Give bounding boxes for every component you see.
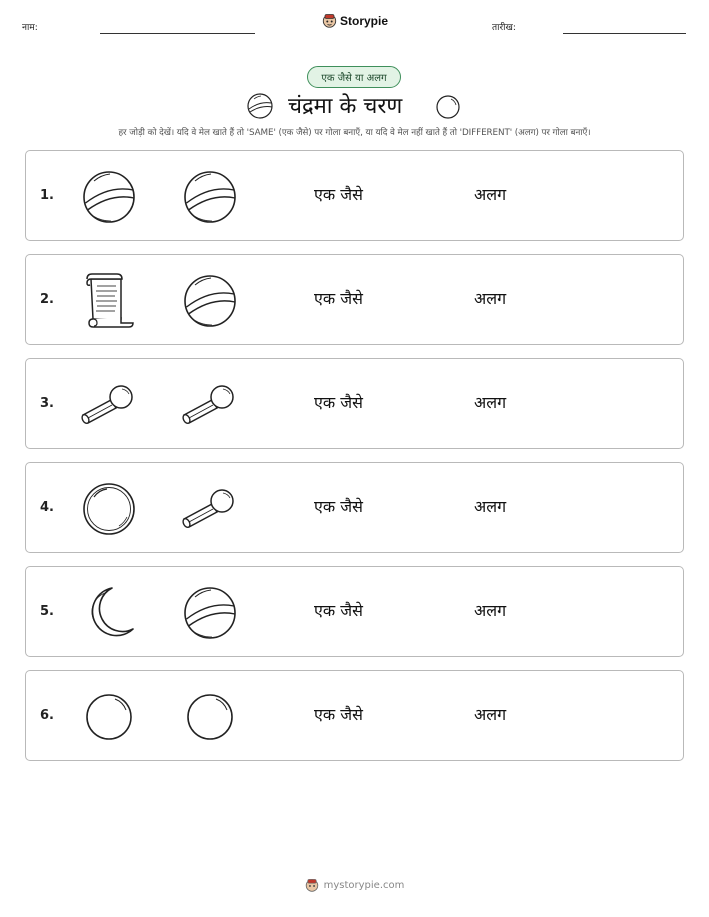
striped-ball-icon: [79, 167, 139, 227]
question-number: 6.: [40, 708, 54, 723]
title-row: [0, 90, 709, 120]
page-title: चंद्रमा के चरण: [288, 94, 403, 119]
brand-logo: [322, 13, 388, 29]
striped-ball-icon: [180, 167, 240, 227]
instructions: हर जोड़ी को देखें। यदि वे मेल खाते हैं तो 'SAME' (एक जैसे) पर गोला बनाएँ, या यदि वे मेल नहीं खाते हैं तो 'DIFFERENT' (अलग) पर गोला बनाएँ।: [118, 128, 591, 138]
bubble-icon: [79, 479, 139, 539]
question-row-1: [25, 150, 684, 241]
different-option[interactable]: अलग: [474, 601, 507, 620]
full-moon-icon: [79, 687, 139, 747]
storypie-mascot-icon: [305, 878, 319, 893]
full-moon-icon: [435, 94, 461, 120]
striped-ball-icon: [246, 92, 274, 120]
name-field-line[interactable]: [100, 33, 255, 34]
scroll-icon: [79, 271, 139, 331]
question-row-4: [25, 462, 684, 553]
same-option[interactable]: एक जैसे: [314, 497, 363, 516]
question-row-6: [25, 670, 684, 761]
question-row-3: [25, 358, 684, 449]
different-option[interactable]: अलग: [474, 705, 507, 724]
same-option[interactable]: एक जैसे: [314, 289, 363, 308]
crescent-moon-icon: [79, 583, 139, 643]
brand-name: Storypie: [340, 14, 389, 28]
footer: [0, 878, 709, 893]
question-row-2: [25, 254, 684, 345]
date-label: तारीख:: [492, 23, 516, 33]
question-number: 3.: [40, 396, 54, 411]
name-label: नाम:: [22, 23, 38, 33]
different-option[interactable]: अलग: [474, 185, 507, 204]
same-option[interactable]: एक जैसे: [314, 393, 363, 412]
different-option[interactable]: अलग: [474, 497, 507, 516]
question-number: 2.: [40, 292, 54, 307]
different-option[interactable]: अलग: [474, 289, 507, 308]
same-option[interactable]: एक जैसे: [314, 185, 363, 204]
full-moon-icon: [180, 687, 240, 747]
same-option[interactable]: एक जैसे: [314, 601, 363, 620]
category-badge: एक जैसे या अलग: [307, 66, 401, 88]
telescope-icon: [79, 375, 139, 435]
question-row-5: [25, 566, 684, 657]
different-option[interactable]: अलग: [474, 393, 507, 412]
question-number: 1.: [40, 188, 54, 203]
telescope-icon: [180, 375, 240, 435]
question-number: 5.: [40, 604, 54, 619]
question-number: 4.: [40, 500, 54, 515]
footer-website: mystorypie.com: [323, 880, 405, 891]
striped-ball-icon: [180, 583, 240, 643]
storypie-mascot-icon: [322, 13, 337, 29]
date-field-line[interactable]: [563, 33, 686, 34]
telescope-icon: [180, 479, 240, 539]
same-option[interactable]: एक जैसे: [314, 705, 363, 724]
striped-ball-icon: [180, 271, 240, 331]
